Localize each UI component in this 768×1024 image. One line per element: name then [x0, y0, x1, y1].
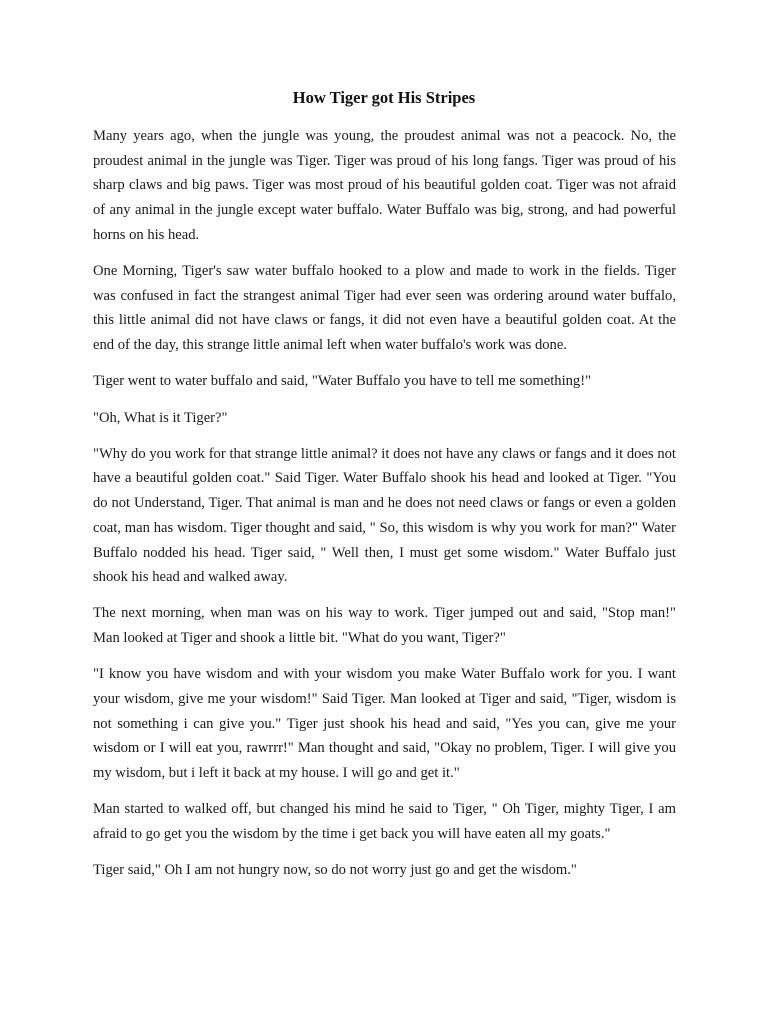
paragraph: One Morning, Tiger's saw water buffalo hooked to a plow and made to work in the fields. Tiger was confused in fact the strangest animal Tiger had ever seen was ordering around water buffalo, this little animal did not have claws or fangs, it did not even have a beautiful golden coat. At the end of the day, this strange little animal left when water buffalo's work was done.	[93, 263, 676, 354]
paragraph: "I know you have wisdom and with your wisdom you make Water Buffalo work for you. I want your wisdom, give me your wisdom!" Said Tiger. Man looked at Tiger and said, "Tiger, wisdom is not something i can give you." Tiger just shook his head and said, "Yes you can, give me your wisdom or I will eat you, rawrrr!" Man thought and said, "Okay no problem, Tiger. I will give you my wisdom, but i left it back at my house. I will go and get it."	[93, 666, 676, 782]
document-body	[93, 124, 676, 894]
paragraph: Many years ago, when the jungle was young, the proudest animal was not a peacock. No, the proudest animal in the jungle was Tiger. Tiger was proud of his long fangs. Tiger was proud of his sharp claws and big paws. Tiger was most proud of his beautiful golden coat. Tiger was not afraid of any animal in the jungle except water buffalo. Water Buffalo was big, strong, and had powerful horns on his head.	[93, 128, 676, 243]
paragraph: The next morning, when man was on his way to work. Tiger jumped out and said, "Stop man!" Man looked at Tiger and shook a little bit. "What do you want, Tiger?"	[93, 605, 676, 647]
paragraph: "Oh, What is it Tiger?"	[93, 409, 228, 426]
paragraph: Tiger went to water buffalo and said, "Water Buffalo you have to tell me something!"	[93, 373, 592, 390]
document-title: How Tiger got His Stripes	[292, 88, 476, 107]
paragraph: Man started to walked off, but changed his mind he said to Tiger, " Oh Tiger, mighty Tiger, I am afraid to go get you the wisdom by the time i get back you will have eaten all my goats."	[93, 801, 676, 843]
paragraph: Tiger said," Oh I am not hungry now, so do not worry just go and get the wisdom."	[93, 862, 577, 879]
paragraph: "Why do you work for that strange little animal? it does not have any claws or fangs and it does not have a beautiful golden coat." Said Tiger. Water Buffalo shook his head and looked at Tiger. "You do not Understand, Tiger. That animal is man and he does not need claws or fangs or even a golden coat, man has wisdom. Tiger thought and said, " So, this wisdom is why you work for man?" Water Buffalo nodded his head. Tiger said, " Well then, I must get some wisdom." Water Buffalo just shook his head and walked away.	[93, 445, 676, 586]
